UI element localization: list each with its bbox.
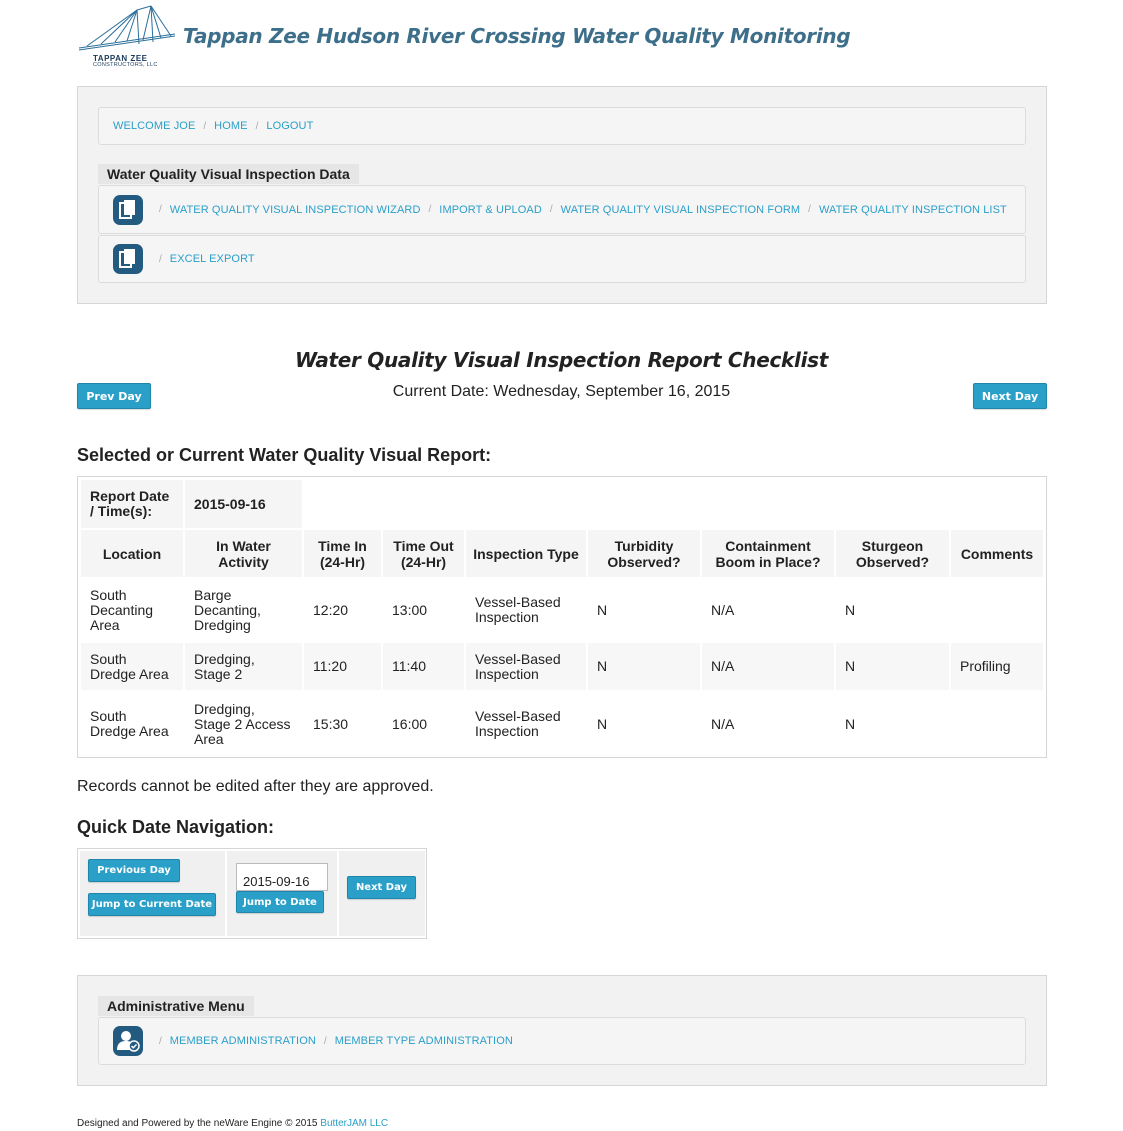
report-date-label: Report Date / Time(s):: [81, 480, 183, 528]
quick-next-day-button[interactable]: Next Day: [347, 876, 416, 899]
table-row: [81, 579, 1043, 641]
admin-panel: [77, 975, 1047, 1086]
company-logo[interactable]: [77, 4, 177, 72]
column-header: Location: [81, 530, 183, 577]
table-cell: 12:20: [304, 579, 381, 641]
table-cell: N: [588, 643, 700, 690]
user-admin-icon: [113, 1026, 143, 1056]
breadcrumb-separator: /: [323, 1035, 327, 1047]
column-header: Comments: [951, 530, 1043, 577]
table-cell: South Dredge Area: [81, 692, 183, 756]
report-table: [79, 478, 1045, 758]
column-header: Inspection Type: [466, 530, 586, 577]
edit-note: Records cannot be edited after they are approved.: [77, 778, 434, 795]
table-cell: 11:40: [383, 643, 464, 690]
table-cell: Vessel-Based Inspection: [466, 692, 586, 756]
table-cell: [951, 692, 1043, 756]
table-cell: N: [836, 643, 949, 690]
quick-nav-cell-right: [339, 851, 425, 936]
home-link[interactable]: HOME: [214, 120, 248, 132]
admin-menu-title: Administrative Menu: [98, 996, 254, 1016]
date-input[interactable]: [236, 863, 328, 891]
logout-link[interactable]: LOGOUT: [266, 120, 314, 132]
table-cell: South Dredge Area: [81, 643, 183, 690]
table-cell: 13:00: [383, 579, 464, 641]
inspection-form-link[interactable]: WATER QUALITY VISUAL INSPECTION FORM: [560, 203, 801, 216]
breadcrumb-separator: /: [159, 204, 162, 215]
logo-text-sub: CONSTRUCTORS, LLC: [93, 62, 158, 68]
inspection-wizard-link[interactable]: WATER QUALITY VISUAL INSPECTION WIZARD: [169, 203, 421, 216]
breadcrumb-separator: /: [808, 204, 811, 215]
quick-nav-cell-middle: [227, 851, 337, 936]
report-date-row: [81, 480, 1043, 528]
table-header-row: [81, 530, 1043, 577]
quick-date-navigation: [77, 848, 427, 939]
logo-text-main: TAPPAN ZEE: [93, 54, 148, 63]
breadcrumb: [98, 107, 1026, 145]
table-cell: [951, 579, 1043, 641]
breadcrumb-separator: /: [159, 1035, 162, 1047]
report-date-value: 2015-09-16: [185, 480, 302, 528]
inspection-list-link[interactable]: WATER QUALITY INSPECTION LIST: [818, 203, 1007, 216]
table-cell: N/A: [702, 692, 834, 756]
document-copy-icon: [113, 195, 143, 225]
bridge-logo-icon: [77, 4, 177, 56]
table-row: [81, 643, 1043, 690]
breadcrumb-separator: /: [203, 120, 207, 132]
column-header: Time Out (24-Hr): [383, 530, 464, 577]
current-date: Current Date: Wednesday, September 16, 2015: [392, 383, 731, 400]
report-heading: Selected or Current Water Quality Visual Report:: [77, 445, 492, 465]
footer-company-link[interactable]: ButterJAM LLC: [320, 1118, 389, 1129]
table-cell: South Decanting Area: [81, 579, 183, 641]
welcome-link[interactable]: WELCOME JOE: [113, 120, 196, 132]
column-header: Time In (24-Hr): [304, 530, 381, 577]
quick-nav-heading: Quick Date Navigation:: [77, 817, 275, 837]
column-header: Sturgeon Observed?: [836, 530, 949, 577]
import-upload-link[interactable]: IMPORT & UPLOAD: [439, 203, 542, 216]
table-cell: Profiling: [951, 643, 1043, 690]
member-type-administration-link[interactable]: MEMBER TYPE ADMINISTRATION: [334, 1035, 513, 1047]
member-administration-link[interactable]: MEMBER ADMINISTRATION: [169, 1035, 316, 1047]
previous-day-button[interactable]: Previous Day: [88, 859, 180, 882]
table-cell: N: [836, 692, 949, 756]
report-table-container: [77, 476, 1047, 758]
prev-day-button[interactable]: Prev Day: [77, 383, 151, 409]
next-day-button[interactable]: Next Day: [973, 383, 1047, 409]
table-cell: N/A: [702, 579, 834, 641]
admin-menu-row: [98, 1017, 1026, 1065]
column-header: Turbidity Observed?: [588, 530, 700, 577]
jump-to-date-button[interactable]: Jump to Date: [236, 891, 324, 913]
inspection-section-title: Water Quality Visual Inspection Data: [98, 164, 359, 184]
jump-current-date-button[interactable]: Jump to Current Date: [88, 893, 216, 916]
table-cell: 16:00: [383, 692, 464, 756]
breadcrumb-separator: /: [428, 204, 432, 215]
document-copy-icon: [113, 244, 143, 274]
table-cell: 15:30: [304, 692, 381, 756]
inspection-menu-row-2: [98, 235, 1026, 283]
site-header: [77, 4, 1037, 72]
footer: [77, 1118, 388, 1129]
quick-nav-cell-left: [80, 851, 225, 936]
breadcrumb-separator: /: [255, 120, 259, 132]
report-title: Water Quality Visual Inspection Report Checklist: [294, 348, 829, 372]
site-title: Tappan Zee Hudson River Crossing Water Quality Monitoring: [183, 24, 851, 48]
navigation-panel: [77, 86, 1047, 304]
table-cell: Barge Decanting, Dredging: [185, 579, 302, 641]
table-cell: Dredging, Stage 2: [185, 643, 302, 690]
excel-export-link[interactable]: EXCEL EXPORT: [169, 253, 255, 265]
table-cell: Vessel-Based Inspection: [466, 579, 586, 641]
table-cell: N/A: [702, 643, 834, 690]
footer-text: Designed and Powered by the neWare Engine © 2015: [77, 1118, 318, 1129]
breadcrumb-separator: /: [549, 204, 553, 215]
inspection-menu-row-1: [98, 185, 1026, 234]
breadcrumb-separator: /: [159, 253, 162, 265]
table-cell: Vessel-Based Inspection: [466, 643, 586, 690]
column-header: Containment Boom in Place?: [702, 530, 834, 577]
table-cell: N: [588, 692, 700, 756]
table-row: [81, 692, 1043, 756]
table-cell: 11:20: [304, 643, 381, 690]
column-header: In Water Activity: [185, 530, 302, 577]
table-cell: Dredging, Stage 2 Access Area: [185, 692, 302, 756]
table-cell: N: [588, 579, 700, 641]
table-cell: N: [836, 579, 949, 641]
